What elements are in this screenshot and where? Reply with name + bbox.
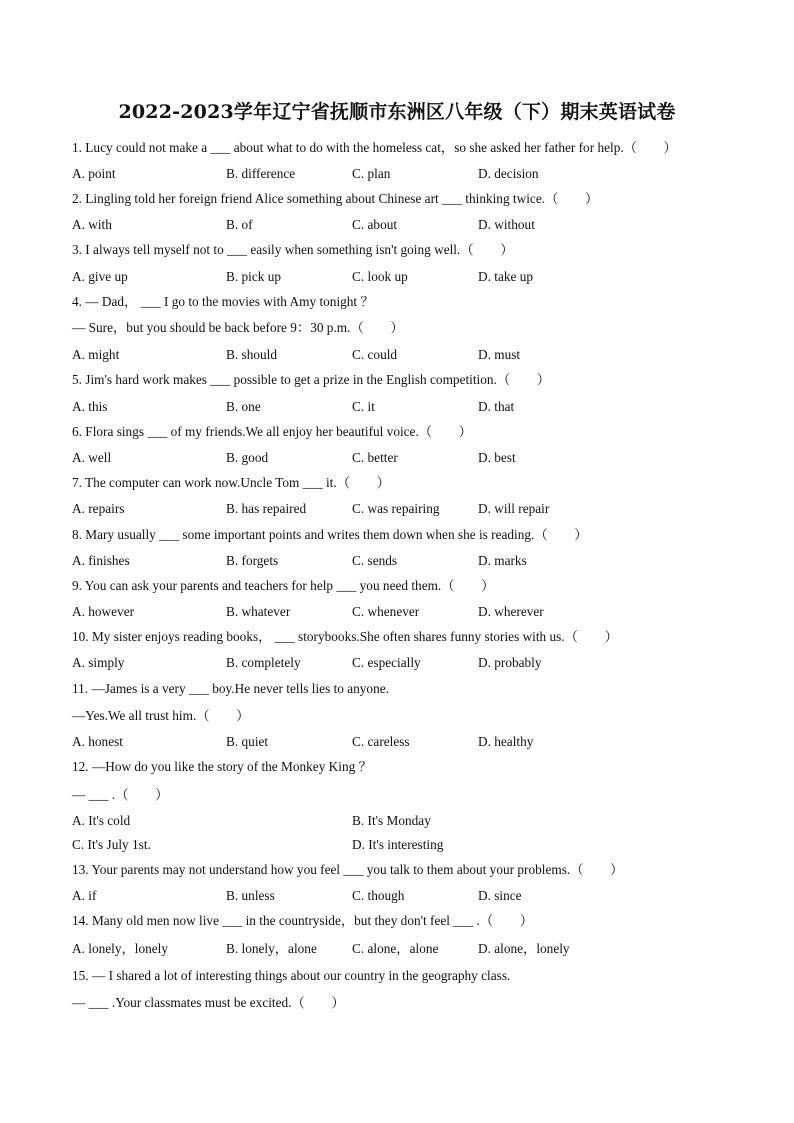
question-4-stem: 4. — Dad， ___ I go to the movies with Amy tonight ？ <box>72 294 374 309</box>
question-4-option-a: A. might <box>72 347 120 362</box>
question-14-option-a: A. lonely，lonely <box>72 941 169 956</box>
question-14-stem: 14. Many old men now live ___ in the countryside，but they don't feel ___ .（ ） <box>72 913 534 928</box>
question-13-option-d: D. since <box>478 888 522 903</box>
question-8-option-b: B. forgets <box>226 553 279 568</box>
question-2-option-d: D. without <box>478 217 535 232</box>
question-13-option-c: C. though <box>352 888 405 903</box>
question-2-stem: 2. Lingling told her foreign friend Alice something about Chinese art ___ thinking twice.（ ） <box>72 191 599 206</box>
question-12-option-a: A. It's cold <box>72 813 131 828</box>
question-6-option-b: B. good <box>226 450 269 465</box>
question-7-stem: 7. The computer can work now.Uncle Tom ___ it.（ ） <box>72 475 390 490</box>
question-11-option-c: C. careless <box>352 734 410 749</box>
question-5-option-c: C. it <box>352 399 375 414</box>
question-5-option-a: A. this <box>72 399 108 414</box>
question-12-option-b: B. It's Monday <box>352 813 431 828</box>
question-8-stem: 8. Mary usually ___ some important points and writes them down when she is reading.（ ） <box>72 527 588 542</box>
question-10-option-b: B. completely <box>226 655 301 670</box>
page-title: 2022-2023学年辽宁省抚顺市东洲区八年级（下）期末英语试卷 <box>118 101 676 123</box>
question-5-option-b: B. one <box>226 399 261 414</box>
question-15-stem: 15. — I shared a lot of interesting things about our country in the geography class. <box>72 968 511 983</box>
question-6-option-d: D. best <box>478 450 516 465</box>
question-7-option-c: C. was repairing <box>352 501 440 516</box>
question-9-option-c: C. whenever <box>352 604 420 619</box>
question-13-option-b: B. unless <box>226 888 275 903</box>
question-14-option-c: C. alone，alone <box>352 941 439 956</box>
question-12-option-d: D. It's interesting <box>352 837 444 852</box>
question-12-reply: — ___ .（ ） <box>72 787 169 802</box>
question-11-reply: —Yes.We all trust him.（ ） <box>72 708 250 723</box>
question-9-option-b: B. whatever <box>226 604 291 619</box>
question-13-option-a: A. if <box>72 888 97 903</box>
question-8-option-a: A. finishes <box>72 553 130 568</box>
question-7-option-d: D. will repair <box>478 501 550 516</box>
question-1-option-a: A. point <box>72 166 116 181</box>
question-13-stem: 13. Your parents may not understand how you feel ___ you talk to them about your problems.（ ） <box>72 862 624 877</box>
question-3-stem: 3. I always tell myself not to ___ easily when something isn't going well.（ ） <box>72 242 514 257</box>
question-3-option-a: A. give up <box>72 269 128 284</box>
question-8-option-c: C. sends <box>352 553 398 568</box>
question-6-option-a: A. well <box>72 450 112 465</box>
question-2-option-a: A. with <box>72 217 112 232</box>
question-4-reply: — Sure，but you should be back before 9：30 p.m.（ ） <box>72 320 404 335</box>
question-15-reply: — ___ .Your classmates must be excited.（ ） <box>72 995 345 1010</box>
question-12-option-c: C. It's July 1st. <box>72 837 151 852</box>
question-3-option-c: C. look up <box>352 269 408 284</box>
question-1-stem: 1. Lucy could not make a ___ about what to do with the homeless cat，so she asked her father for help.（ ） <box>72 140 677 155</box>
question-5-option-d: D. that <box>478 399 515 414</box>
question-10-stem: 10. My sister enjoys reading books， ___ storybooks.She often shares funny stories with us.（ ） <box>72 629 618 644</box>
question-4-option-b: B. should <box>226 347 277 362</box>
question-3-option-d: D. take up <box>478 269 534 284</box>
question-1-option-b: B. difference <box>226 166 296 181</box>
question-14-option-d: D. alone，lonely <box>478 941 570 956</box>
question-1-option-c: C. plan <box>352 166 391 181</box>
question-5-stem: 5. Jim's hard work makes ___ possible to get a prize in the English competition.（ ） <box>72 372 551 387</box>
question-7-option-b: B. has repaired <box>226 501 307 516</box>
question-11-option-a: A. honest <box>72 734 123 749</box>
question-8-option-d: D. marks <box>478 553 527 568</box>
question-7-option-a: A. repairs <box>72 501 125 516</box>
question-10-option-a: A. simply <box>72 655 125 670</box>
question-6-option-c: C. better <box>352 450 398 465</box>
question-14-option-b: B. lonely，alone <box>226 941 317 956</box>
question-10-option-d: D. probably <box>478 655 542 670</box>
question-1-option-d: D. decision <box>478 166 539 181</box>
question-11-option-d: D. healthy <box>478 734 534 749</box>
question-10-option-c: C. especially <box>352 655 421 670</box>
question-6-stem: 6. Flora sings ___ of my friends.We all enjoy her beautiful voice.（ ） <box>72 424 472 439</box>
question-9-option-a: A. however <box>72 604 135 619</box>
question-11-option-b: B. quiet <box>226 734 269 749</box>
question-2-option-b: B. of <box>226 217 253 232</box>
question-9-stem: 9. You can ask your parents and teachers for help ___ you need them.（ ） <box>72 578 495 593</box>
question-2-option-c: C. about <box>352 217 398 232</box>
question-12-stem: 12. —How do you like the story of the Monkey King ？ <box>72 759 372 774</box>
question-3-option-b: B. pick up <box>226 269 282 284</box>
question-4-option-d: D. must <box>478 347 521 362</box>
question-11-stem: 11. —James is a very ___ boy.He never tells lies to anyone. <box>72 681 389 696</box>
question-9-option-d: D. wherever <box>478 604 544 619</box>
question-4-option-c: C. could <box>352 347 398 362</box>
